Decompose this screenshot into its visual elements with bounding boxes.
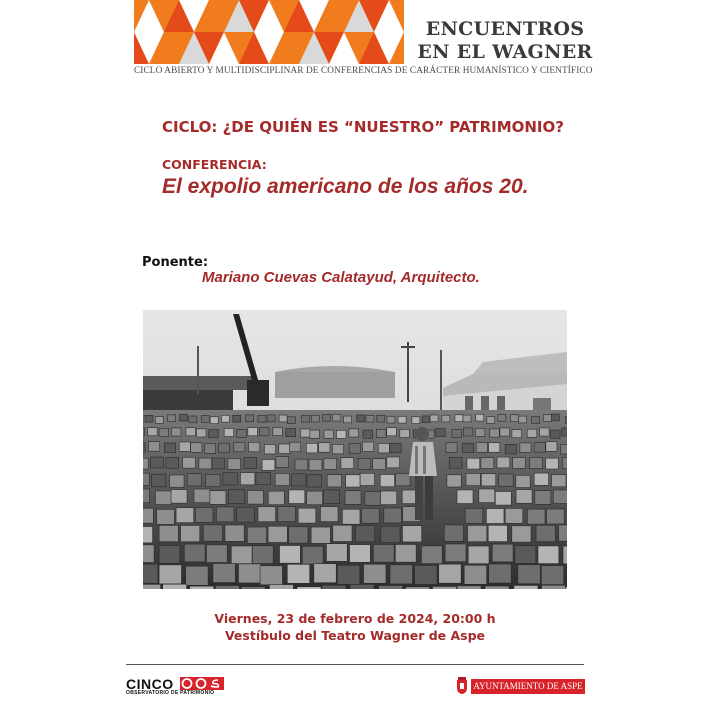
crate <box>505 444 516 454</box>
crate <box>541 566 563 585</box>
crate <box>246 415 254 422</box>
crate <box>481 474 495 486</box>
ayuntamiento-label: AYUNTAMIENTO DE ASPE <box>471 679 585 694</box>
crate <box>516 490 532 504</box>
crate <box>143 428 145 436</box>
crate <box>398 416 406 423</box>
crate <box>479 489 495 503</box>
speaker-name: Mariano Cuevas Calatayud, Arquitecto. <box>202 269 480 286</box>
crate <box>324 490 340 504</box>
crate <box>322 585 346 589</box>
crate <box>553 490 567 504</box>
crate <box>364 564 386 583</box>
crate <box>240 473 254 485</box>
crate <box>309 459 322 470</box>
crate <box>280 546 301 564</box>
crate <box>430 415 438 422</box>
crate <box>387 457 400 468</box>
conference-title: El expolio americano de los años 20. <box>162 175 529 198</box>
crate <box>333 525 352 541</box>
crate <box>519 416 527 423</box>
crate <box>565 587 567 589</box>
crate <box>390 443 401 453</box>
crate <box>518 565 540 584</box>
crate <box>269 585 293 589</box>
header-banner-pattern <box>134 0 404 64</box>
crate <box>290 442 301 452</box>
coat-of-arms-icon <box>455 677 469 695</box>
crate <box>209 430 219 438</box>
crate <box>237 429 247 437</box>
crate <box>452 429 462 437</box>
crate <box>433 586 457 589</box>
crate <box>395 544 416 562</box>
crate <box>307 491 323 505</box>
crate <box>143 527 153 543</box>
crate <box>151 457 164 468</box>
crate <box>412 417 420 424</box>
crate <box>249 442 260 452</box>
cycle-title: CICLO: ¿DE QUIÉN ES “NUESTRO” PATRIMONIO? <box>162 118 564 136</box>
crate <box>225 525 244 541</box>
crate <box>205 444 216 454</box>
crate <box>195 507 213 522</box>
crate <box>241 587 265 589</box>
crate <box>342 509 360 524</box>
crate <box>151 474 165 486</box>
crate <box>279 444 290 454</box>
crate <box>457 490 473 504</box>
crate <box>379 586 403 589</box>
series-title-line2: EN EL WAGNER <box>417 41 593 63</box>
crate <box>505 508 523 523</box>
crate <box>256 472 270 484</box>
crate <box>497 457 510 468</box>
crate <box>337 565 359 584</box>
crate <box>224 428 234 436</box>
crate <box>184 544 205 562</box>
crate <box>536 525 555 541</box>
crate <box>213 564 235 583</box>
crate <box>319 443 330 453</box>
crate <box>488 525 507 541</box>
crate <box>210 491 226 505</box>
crate <box>324 458 337 469</box>
crate <box>387 428 397 436</box>
crate <box>487 417 495 424</box>
crate <box>380 474 394 486</box>
crate <box>297 587 321 589</box>
crate <box>298 508 316 523</box>
oos-mark-icon <box>180 677 224 690</box>
crate <box>489 564 511 583</box>
crate <box>143 473 149 485</box>
crate <box>455 415 463 422</box>
crate <box>481 458 494 469</box>
crate <box>514 585 538 589</box>
crate <box>264 444 275 454</box>
series-title <box>405 18 605 64</box>
crate <box>396 474 410 486</box>
crate <box>366 415 374 422</box>
crate <box>286 429 296 437</box>
crate <box>534 443 545 453</box>
crate <box>512 430 522 438</box>
crate <box>311 527 330 543</box>
crate <box>390 565 412 584</box>
crate <box>527 509 545 524</box>
crate <box>336 430 346 438</box>
crate <box>190 586 214 589</box>
crate <box>143 443 145 453</box>
conference-label: CONFERENCIA: <box>162 157 267 172</box>
crate <box>273 427 283 435</box>
crate <box>186 428 196 436</box>
crate <box>237 507 255 522</box>
series-title-line1: ENCUENTROS <box>425 18 585 40</box>
crate <box>295 459 308 470</box>
crate <box>215 586 239 589</box>
crate <box>511 415 519 422</box>
crate <box>320 507 338 522</box>
crate <box>421 546 442 564</box>
crate <box>444 525 463 541</box>
crate <box>259 428 269 436</box>
crate <box>159 565 181 584</box>
crate <box>516 475 530 487</box>
crate <box>155 417 163 424</box>
crate <box>512 526 531 542</box>
crate <box>196 429 206 437</box>
crate <box>436 429 446 437</box>
crate <box>563 546 567 564</box>
crate <box>332 444 343 454</box>
crate <box>442 415 450 422</box>
crate <box>355 526 374 542</box>
crate <box>333 414 341 421</box>
crate <box>560 445 567 455</box>
crate <box>357 415 365 422</box>
crate <box>475 428 485 436</box>
crate <box>486 509 504 524</box>
crate <box>216 507 234 522</box>
crate <box>191 443 202 453</box>
crate <box>349 429 359 437</box>
crate <box>311 415 319 422</box>
crate <box>467 458 480 469</box>
crate <box>422 416 430 423</box>
crate <box>400 429 410 437</box>
crate <box>465 508 483 523</box>
crate <box>258 415 266 422</box>
crate <box>538 546 559 564</box>
crate <box>228 458 241 469</box>
crate <box>485 586 509 589</box>
crate <box>223 473 237 485</box>
crate <box>341 458 354 469</box>
crate <box>300 429 310 437</box>
crate <box>170 475 184 487</box>
crate <box>476 443 487 453</box>
crate <box>384 508 402 523</box>
ayuntamiento-aspe-logo <box>455 676 585 696</box>
crate <box>490 429 500 437</box>
crate <box>143 458 148 469</box>
event-venue: Vestíbulo del Teatro Wagner de Aspe <box>224 628 486 643</box>
crate <box>203 525 222 541</box>
crate <box>247 527 266 543</box>
crate <box>268 491 284 505</box>
cinco-logo-text: CINCO <box>126 676 174 692</box>
event-date: Viernes, 23 de febrero de 2024, 20:00 h <box>214 611 496 626</box>
crate <box>276 457 289 468</box>
crate <box>176 508 194 523</box>
crate <box>562 428 567 436</box>
crate <box>262 459 275 470</box>
crate <box>324 430 334 438</box>
crate <box>206 545 227 563</box>
crate <box>381 526 400 542</box>
crate <box>546 458 559 469</box>
crate <box>231 546 252 564</box>
crate <box>238 564 260 583</box>
crate <box>527 429 537 437</box>
crate <box>157 509 175 524</box>
crate <box>376 429 386 437</box>
crate <box>159 546 180 564</box>
crate <box>546 442 557 452</box>
crate <box>439 564 461 583</box>
crate <box>360 473 374 485</box>
crate <box>447 475 461 487</box>
crate <box>279 415 287 422</box>
crate <box>350 584 374 589</box>
crate <box>495 491 511 505</box>
crate <box>180 414 188 421</box>
crate <box>228 490 244 504</box>
crate <box>530 458 543 469</box>
speaker-label: Ponente: <box>142 255 209 270</box>
crate <box>171 490 187 504</box>
crate <box>212 458 225 469</box>
crate <box>163 584 187 589</box>
crate <box>234 442 245 452</box>
crate <box>535 491 551 505</box>
crate <box>260 566 282 585</box>
crate <box>287 564 309 583</box>
crate <box>349 444 360 454</box>
crate <box>559 525 567 541</box>
crate <box>378 443 389 453</box>
crate <box>513 458 526 469</box>
crate <box>314 564 336 583</box>
crate <box>171 428 181 436</box>
crate <box>365 492 381 506</box>
crate <box>268 526 287 542</box>
crate <box>552 475 566 487</box>
crate <box>565 417 567 424</box>
crate <box>520 443 531 453</box>
crate <box>363 430 373 438</box>
crate <box>543 415 551 422</box>
crate <box>457 586 481 589</box>
crate <box>346 475 360 487</box>
crate <box>362 508 380 523</box>
crate <box>181 525 200 541</box>
crate <box>258 507 276 522</box>
footer-divider <box>126 664 584 665</box>
crate <box>499 474 513 486</box>
crate <box>218 443 229 453</box>
crate <box>402 526 421 542</box>
crate <box>344 416 352 423</box>
crate <box>287 417 295 424</box>
crate <box>199 458 212 469</box>
crate <box>468 525 487 541</box>
crate <box>327 475 341 487</box>
crate <box>252 546 273 564</box>
crate <box>542 585 566 589</box>
crate <box>551 414 559 421</box>
crate <box>143 584 161 589</box>
crate <box>515 546 536 564</box>
crate <box>323 414 331 421</box>
crate <box>550 430 560 438</box>
crate <box>406 587 430 589</box>
crate <box>500 428 510 436</box>
series-tagline: CICLO ABIERTO Y MULTIDISCIPLINAR DE CONFERENCIAS DE CARÁCTER HUMANÍSTICO Y CIENTÍFICO <box>134 66 593 76</box>
cinco-oos-logo <box>126 676 226 696</box>
crate <box>186 566 208 585</box>
crate <box>463 443 474 453</box>
crate <box>492 544 513 562</box>
crate <box>143 545 154 563</box>
crate <box>387 416 395 423</box>
crate <box>540 428 550 436</box>
crate <box>302 546 323 564</box>
crate <box>278 507 296 522</box>
crate <box>179 442 190 452</box>
crate <box>307 475 321 487</box>
crate <box>210 417 218 424</box>
crate <box>143 508 153 523</box>
crate <box>463 415 471 422</box>
crate <box>326 544 347 562</box>
cinco-logo-subtitle: OBSERVATORIO DE PATRIMONIO <box>126 690 215 696</box>
crate <box>244 458 257 469</box>
crate <box>476 414 484 421</box>
crate <box>289 490 305 504</box>
crate <box>345 491 361 505</box>
crate <box>189 416 197 423</box>
crate <box>275 473 289 485</box>
crate <box>289 527 308 543</box>
crate <box>247 490 263 504</box>
crate <box>159 525 178 541</box>
crate <box>164 443 175 453</box>
crate <box>373 459 386 470</box>
crate <box>292 474 306 486</box>
crate <box>463 428 473 436</box>
crate <box>159 428 169 436</box>
crate <box>145 415 153 422</box>
crate <box>168 415 176 422</box>
crate <box>377 415 385 422</box>
crate <box>201 415 209 422</box>
crate <box>532 417 540 424</box>
crate <box>306 443 317 453</box>
crate <box>248 428 258 436</box>
crate <box>547 509 565 524</box>
crate <box>466 473 480 485</box>
crate <box>489 443 500 453</box>
crate <box>373 544 394 562</box>
historical-photo-crates <box>143 310 567 589</box>
crate <box>187 474 201 486</box>
crate <box>446 443 457 453</box>
crate <box>534 473 548 485</box>
crate <box>143 489 150 503</box>
crate <box>183 457 196 468</box>
crate <box>206 474 220 486</box>
crate <box>415 565 437 584</box>
crate <box>155 491 171 505</box>
crate <box>149 442 160 452</box>
crate <box>166 457 179 468</box>
crate <box>302 415 310 422</box>
crate <box>143 564 158 583</box>
crate <box>350 545 371 563</box>
crate <box>358 458 371 469</box>
crate <box>498 414 506 421</box>
crate <box>148 428 158 436</box>
crate <box>233 415 241 422</box>
crate <box>381 491 397 505</box>
crate <box>194 489 210 503</box>
crate <box>445 544 466 562</box>
crate <box>267 415 275 422</box>
crate <box>449 457 462 468</box>
crate <box>464 565 486 584</box>
crate <box>310 430 320 438</box>
crate <box>363 442 374 452</box>
crate <box>221 415 229 422</box>
crate <box>562 458 567 469</box>
crate <box>468 546 489 564</box>
